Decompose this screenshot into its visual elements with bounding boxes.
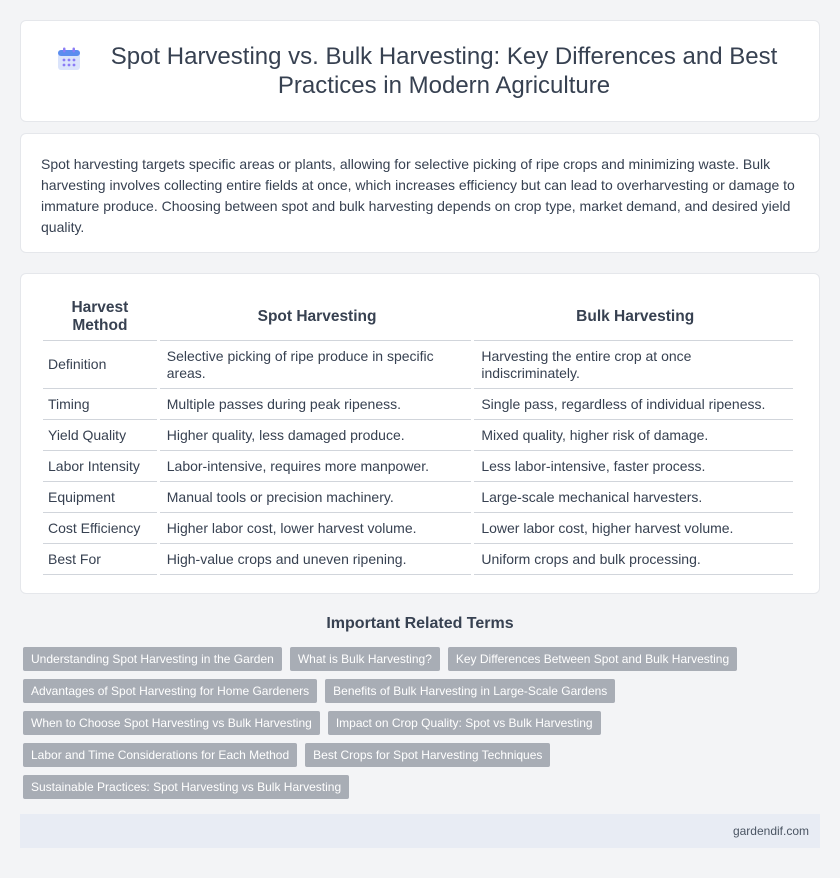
bulk-cell: Less labor-intensive, faster process. — [474, 451, 793, 482]
table-header-row — [43, 294, 793, 341]
bulk-cell: Harvesting the entire crop at once indiscriminately. — [474, 341, 793, 389]
bulk-cell: Mixed quality, higher risk of damage. — [474, 420, 793, 451]
footer — [20, 814, 820, 848]
related-term-link[interactable]: Labor and Time Considerations for Each Method — [23, 743, 297, 767]
related-term-link[interactable]: Sustainable Practices: Spot Harvesting vs Bulk Harvesting — [23, 775, 349, 799]
table-row — [43, 420, 793, 451]
bulk-cell: Lower labor cost, higher harvest volume. — [474, 513, 793, 544]
table-row — [43, 513, 793, 544]
intro-paragraph: Spot harvesting targets specific areas or plants, allowing for selective picking of ripe crops and minimizing waste. Bulk harvesting involves collecting entire fields at once, which increases efficiency but can lead to overharvesting or damage to immature produce. Choosing between spot and bulk harvesting depends on crop type, market demand, and desired yield quality. — [41, 156, 795, 235]
tag-row — [23, 679, 823, 703]
row-label: Yield Quality — [43, 420, 157, 451]
row-label: Equipment — [43, 482, 157, 513]
spot-cell: Selective picking of ripe produce in specific areas. — [160, 341, 472, 389]
table-row — [43, 544, 793, 575]
spot-cell: Higher labor cost, lower harvest volume. — [160, 513, 472, 544]
spot-cell: High-value crops and uneven ripening. — [160, 544, 472, 575]
related-term-link[interactable]: Impact on Crop Quality: Spot vs Bulk Harvesting — [328, 711, 601, 735]
intro-card — [20, 133, 820, 253]
comparison-card — [20, 273, 820, 594]
table-row — [43, 389, 793, 420]
related-term-link[interactable]: Understanding Spot Harvesting in the Garden — [23, 647, 282, 671]
spot-cell: Labor-intensive, requires more manpower. — [160, 451, 472, 482]
table-row — [43, 451, 793, 482]
table-row — [43, 482, 793, 513]
related-term-link[interactable]: What is Bulk Harvesting? — [290, 647, 440, 671]
title-wrap — [56, 42, 784, 100]
row-label: Labor Intensity — [43, 451, 157, 482]
related-term-link[interactable]: Benefits of Bulk Harvesting in Large-Scale Gardens — [325, 679, 615, 703]
related-terms-list — [23, 647, 823, 807]
tag-row — [23, 775, 823, 799]
tag-row — [23, 743, 823, 767]
spot-cell: Multiple passes during peak ripeness. — [160, 389, 472, 420]
row-label: Timing — [43, 389, 157, 420]
related-term-link[interactable]: Key Differences Between Spot and Bulk Harvesting — [448, 647, 737, 671]
row-label: Definition — [43, 341, 157, 389]
header-harvest-method: Harvest Method — [43, 294, 157, 341]
footer-site-link[interactable]: gardendif.com — [732, 824, 809, 838]
header-bulk-harvesting: Bulk Harvesting — [474, 294, 793, 341]
tag-row — [23, 647, 823, 671]
related-term-link[interactable]: When to Choose Spot Harvesting vs Bulk Harvesting — [23, 711, 320, 735]
spot-cell: Higher quality, less damaged produce. — [160, 420, 472, 451]
row-label: Best For — [43, 544, 157, 575]
related-term-link[interactable]: Best Crops for Spot Harvesting Techniques — [305, 743, 550, 767]
comparison-table — [40, 294, 796, 575]
related-term-link[interactable]: Advantages of Spot Harvesting for Home Gardeners — [23, 679, 317, 703]
row-label: Cost Efficiency — [43, 513, 157, 544]
header-spot-harvesting: Spot Harvesting — [160, 294, 472, 341]
table-row — [43, 341, 793, 389]
title-card — [20, 20, 820, 122]
bulk-cell: Uniform crops and bulk processing. — [474, 544, 793, 575]
page-title: Spot Harvesting vs. Bulk Harvesting: Key Differences and Best Practices in Modern Agriculture — [110, 43, 778, 99]
related-terms-heading: Important Related Terms — [326, 615, 514, 632]
bulk-cell: Single pass, regardless of individual ripeness. — [474, 389, 793, 420]
tag-row — [23, 711, 823, 735]
calendar-icon — [56, 46, 82, 72]
spot-cell: Manual tools or precision machinery. — [160, 482, 472, 513]
bulk-cell: Large-scale mechanical harvesters. — [474, 482, 793, 513]
